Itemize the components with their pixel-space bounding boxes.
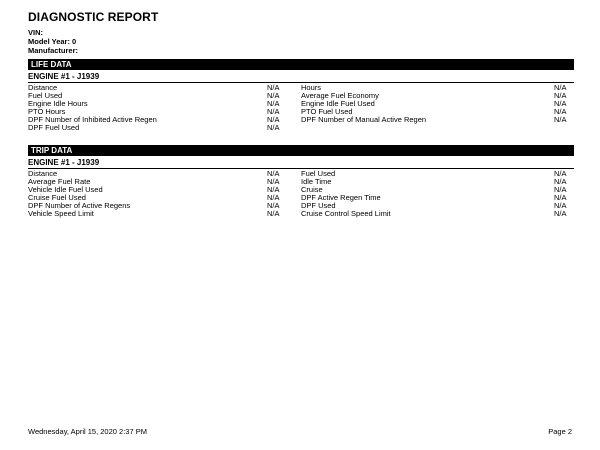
trip-engine-header: ENGINE #1 - J1939: [28, 156, 574, 169]
data-row: [28, 210, 301, 218]
manufacturer-label: Manufacturer:: [28, 46, 79, 55]
data-label: Cruise Control Speed Limit: [301, 209, 391, 218]
data-label: Engine Idle Hours: [28, 99, 88, 108]
data-label: DPF Number of Inhibited Active Regen: [28, 115, 157, 124]
data-row: [28, 84, 301, 92]
data-value: N/A: [554, 177, 567, 186]
data-label: DPF Fuel Used: [28, 123, 80, 132]
data-value: N/A: [267, 83, 280, 92]
data-value: N/A: [267, 185, 280, 194]
data-value: N/A: [267, 123, 280, 132]
data-label: Fuel Used: [301, 169, 336, 178]
data-label: PTO Hours: [28, 107, 66, 116]
data-value: N/A: [267, 169, 280, 178]
data-value: N/A: [267, 209, 280, 218]
footer-timestamp: Wednesday, April 15, 2020 2:37 PM: [28, 427, 147, 436]
data-label: Vehicle Speed Limit: [28, 209, 94, 218]
report-page: [28, 10, 574, 218]
vin-label: VIN:: [28, 28, 43, 37]
data-label: Cruise: [301, 185, 323, 194]
data-label: DPF Number of Manual Active Regen: [301, 115, 427, 124]
data-value: N/A: [267, 99, 280, 108]
data-row: [301, 178, 574, 186]
data-row: [301, 210, 574, 218]
report-title: DIAGNOSTIC REPORT: [28, 10, 159, 24]
data-row: [28, 124, 301, 132]
data-label: Vehicle Idle Fuel Used: [28, 185, 103, 194]
trip-data-header: TRIP DATA: [28, 145, 574, 156]
data-value: N/A: [554, 193, 567, 202]
data-value: N/A: [554, 201, 567, 210]
data-value: N/A: [554, 99, 567, 108]
data-value: N/A: [554, 169, 567, 178]
data-row: [28, 100, 301, 108]
data-value: N/A: [554, 115, 567, 124]
data-label: Distance: [28, 169, 58, 178]
data-row: [301, 116, 574, 124]
data-value: N/A: [267, 201, 280, 210]
data-value: N/A: [267, 115, 280, 124]
life-data-section: [28, 59, 574, 132]
life-left-column: [28, 84, 301, 132]
data-label: DPF Number of Active Regens: [28, 201, 131, 210]
life-engine-header: ENGINE #1 - J1939: [28, 70, 574, 83]
footer-page-number: Page 2: [548, 427, 572, 436]
life-right-column: [301, 84, 574, 132]
data-value: N/A: [267, 193, 280, 202]
trip-data-grid: [28, 170, 574, 218]
data-label: Average Fuel Rate: [28, 177, 91, 186]
data-row: [301, 170, 574, 178]
trip-left-column: [28, 170, 301, 218]
trip-right-column: [301, 170, 574, 218]
data-label: Fuel Used: [28, 91, 63, 100]
data-label: DPF Used: [301, 201, 336, 210]
data-value: N/A: [554, 185, 567, 194]
model-year-label: Model Year: 0: [28, 37, 77, 46]
vehicle-meta: [28, 28, 574, 55]
data-value: N/A: [267, 91, 280, 100]
trip-data-section: [28, 145, 574, 218]
life-data-grid: [28, 84, 574, 132]
data-label: Engine Idle Fuel Used: [301, 99, 375, 108]
life-data-header: LIFE DATA: [28, 59, 574, 70]
data-label: DPF Active Regen Time: [301, 193, 381, 202]
data-label: Cruise Fuel Used: [28, 193, 86, 202]
data-label: Hours: [301, 83, 322, 92]
data-label: Idle Time: [301, 177, 332, 186]
data-value: N/A: [267, 177, 280, 186]
data-value: N/A: [554, 107, 567, 116]
data-label: Average Fuel Economy: [301, 91, 379, 100]
data-value: N/A: [554, 83, 567, 92]
data-value: N/A: [554, 209, 567, 218]
data-label: Distance: [28, 83, 58, 92]
data-label: PTO Fuel Used: [301, 107, 353, 116]
data-value: N/A: [554, 91, 567, 100]
data-value: N/A: [267, 107, 280, 116]
data-row: [301, 194, 574, 202]
